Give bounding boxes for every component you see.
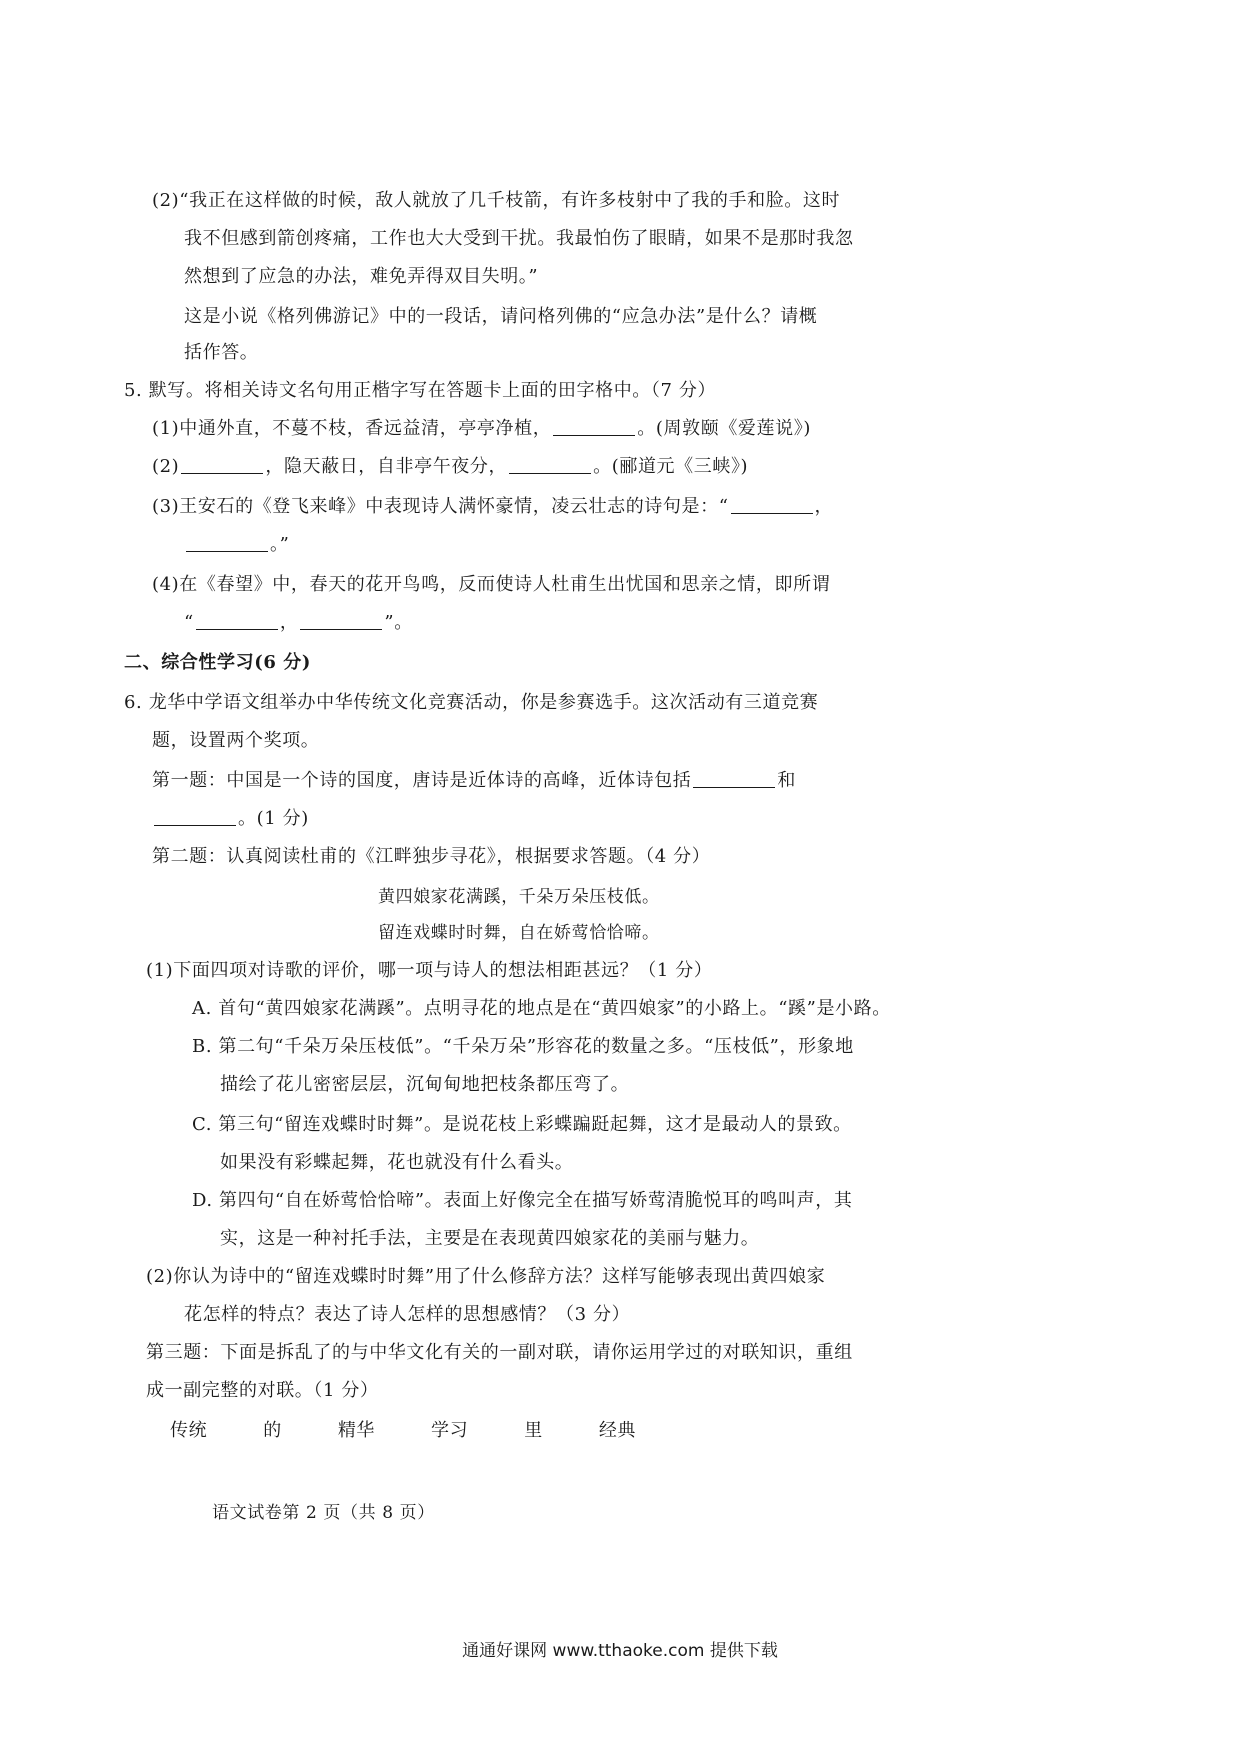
q5-item2-text-a: (2) <box>152 456 180 477</box>
answer-blank[interactable] <box>509 457 591 474</box>
q5-item3-text-b: ， <box>814 496 834 517</box>
q6-intro-line2: 题，设置两个奖项。 <box>152 730 320 751</box>
answer-blank[interactable] <box>300 613 382 630</box>
q6-sub2-line2: 花怎样的特点？表达了诗人怎样的思想感情？（3 分） <box>184 1304 631 1325</box>
q5-item1-text-a: (1)中通外直，不蔓不枝，香远益清，亭亭净植， <box>152 418 552 439</box>
q5-item3-text-a: (3)王安石的《登飞来峰》中表现诗人满怀豪情，凌云壮志的诗句是：“ <box>152 496 729 517</box>
q6-intro-line1: 6. 龙华中学语文组举办中华传统文化竞赛活动，你是参赛选手。这次活动有三道竞赛 <box>124 692 819 713</box>
poem-line-1: 黄四娘家花满蹊，千朵万朵压枝低。 <box>378 887 660 907</box>
q5-item2 <box>152 454 748 480</box>
section-heading: 二、综合性学习(6 分) <box>124 652 312 673</box>
q5-item3-cont <box>184 532 289 558</box>
q6-sub1: (1)下面四项对诗歌的评价，哪一项与诗人的想法相距甚远？（1 分） <box>146 960 713 981</box>
answer-blank[interactable] <box>196 613 278 630</box>
couplet-word: 精华 <box>337 1420 376 1441</box>
q6-part1-text-a: 第一题：中国是一个诗的国度，唐诗是近体诗的高峰，近体诗包括 <box>152 770 692 791</box>
option-c-line2: 如果没有彩蝶起舞，花也就没有什么看头。 <box>220 1152 574 1173</box>
couplet-words <box>170 1418 692 1444</box>
option-d-line1: D. 第四句“自在娇莺恰恰啼”。表面上好像完全在描写娇莺清脆悦耳的鸣叫声，其 <box>192 1190 853 1211</box>
couplet-word: 学习 <box>431 1420 469 1441</box>
q5-item1 <box>152 416 811 442</box>
option-b-line1: B. 第二句“千朵万朵压枝低”。“千朵万朵”形容花的数量之多。“压枝低”，形象地 <box>192 1036 854 1057</box>
q6-sub2-line1: (2)你认为诗中的“留连戏蝶时时舞”用了什么修辞方法？这样写能够表现出黄四娘家 <box>146 1266 826 1287</box>
option-a: A. 首句“黄四娘家花满蹊”。点明寻花的地点是在“黄四娘家”的小路上。“蹊”是小路。 <box>192 998 891 1019</box>
q5-item4-text-b: “ <box>184 612 194 633</box>
answer-blank[interactable] <box>181 457 263 474</box>
q4-sub2-line3: 然想到了应急的办法，难免弄得双目失明。” <box>184 266 539 287</box>
q5-item4-text-d: ”。 <box>384 612 413 633</box>
couplet-word: 经典 <box>598 1420 637 1441</box>
q5-item4-cont <box>184 610 413 636</box>
q5-item2-text-c: 。(郦道元《三峡》) <box>593 456 749 477</box>
answer-blank[interactable] <box>693 771 775 788</box>
q5-item2-text-b: ，隐天蔽日，自非亭午夜分， <box>265 456 508 477</box>
q6-part3-line1: 第三题：下面是拆乱了的与中华文化有关的一副对联，请你运用学过的对联知识，重组 <box>146 1342 853 1363</box>
answer-blank[interactable] <box>154 809 236 826</box>
q5-item1-text-b: 。(周敦颐《爱莲说》) <box>637 418 811 439</box>
q4-sub2-line2: 我不但感到箭创疼痛，工作也大大受到干扰。我最怕伤了眼睛，如果不是那时我忽 <box>184 228 854 249</box>
page-number: 语文试卷第 2 页（共 8 页） <box>212 1503 435 1523</box>
q6-part1-text-c: 。(1 分) <box>238 808 309 829</box>
q6-part3-line2: 成一副完整的对联。（1 分） <box>146 1380 379 1401</box>
couplet-word: 里 <box>524 1420 543 1441</box>
q5-item3-text-c: 。” <box>270 534 290 555</box>
q5-item3 <box>152 494 833 520</box>
q4-sub2-line4: 这是小说《格列佛游记》中的一段话，请问格列佛的“应急办法”是什么？请概 <box>184 306 818 327</box>
watermark-text: 通通好课网 www.tthaoke.com 提供下载 <box>462 1641 778 1661</box>
q6-part1-cont <box>152 806 309 832</box>
q6-part1-text-b: 和 <box>777 770 797 791</box>
q5-item4: (4)在《春望》中，春天的花开鸟鸣，反而使诗人杜甫生出忧国和思亲之情，即所谓 <box>152 574 831 595</box>
answer-blank[interactable] <box>553 419 635 436</box>
q5-heading: 5. 默写。将相关诗文名句用正楷字写在答题卡上面的田字格中。（7 分） <box>124 380 717 401</box>
option-b-line2: 描绘了花儿密密层层，沉甸甸地把枝条都压弯了。 <box>220 1074 630 1095</box>
q4-sub2-line1: (2)“我正在这样做的时候，敌人就放了几千枝箭，有许多枝射中了我的手和脸。这时 <box>152 190 841 211</box>
option-c-line1: C. 第三句“留连戏蝶时时舞”。是说花枝上彩蝶蹁跹起舞，这才是最动人的景致。 <box>192 1114 852 1135</box>
q4-sub2-line5: 括作答。 <box>184 342 259 363</box>
couplet-word: 传统 <box>170 1420 208 1441</box>
answer-blank[interactable] <box>731 497 813 514</box>
couplet-word: 的 <box>263 1420 282 1441</box>
q6-part1 <box>152 768 796 794</box>
option-d-line2: 实，这是一种衬托手法，主要是在表现黄四娘家花的美丽与魅力。 <box>220 1228 760 1249</box>
q6-part2: 第二题：认真阅读杜甫的《江畔独步寻花》，根据要求答题。（4 分） <box>152 846 711 867</box>
answer-blank[interactable] <box>186 535 268 552</box>
q5-item4-text-c: ， <box>279 612 299 633</box>
poem-line-2: 留连戏蝶时时舞，自在娇莺恰恰啼。 <box>378 923 660 943</box>
